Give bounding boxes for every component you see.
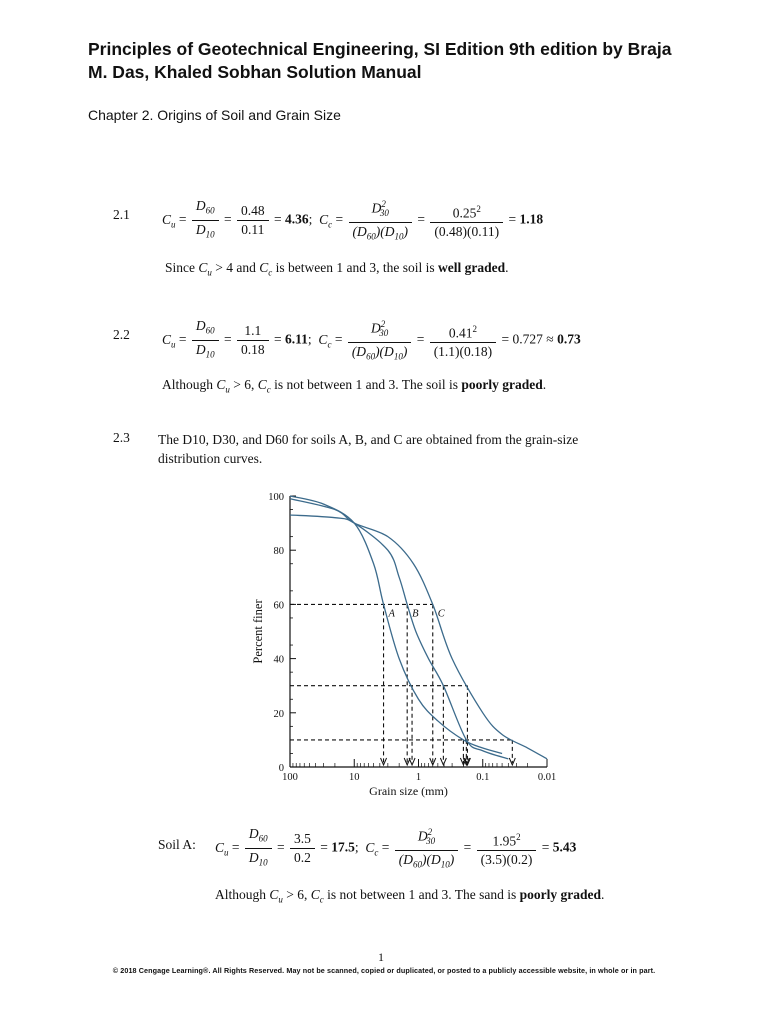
conclusion-soil-a: Although $C_u > 6$, $C_c$ is not between 1 and 3. The sand is poorly graded.	[215, 887, 605, 905]
x-axis-title: Grain size (mm)	[369, 784, 448, 798]
curve-label-a: A	[388, 608, 395, 620]
verdict-soil-a: poorly graded	[519, 887, 602, 902]
conclusion-soil-a-text-b: > 6,	[282, 887, 311, 902]
y-tick-label: 60	[273, 600, 284, 612]
y-axis-title: Percent finer	[251, 599, 265, 664]
document-title	[88, 38, 708, 84]
p21-cc: 1.18	[519, 211, 544, 227]
conclusion-2-2-text-a: Although	[162, 377, 217, 392]
title-line-2: M. Das, Khaled Sobhan Solution Manual	[88, 62, 422, 82]
verdict-2-1: well graded	[438, 260, 506, 275]
soil-a-label: Soil A:	[158, 837, 196, 852]
p22-d10: 0.18	[241, 341, 265, 357]
soil-a-d30: 1.95	[492, 833, 517, 849]
reference-lines	[290, 604, 515, 765]
soil-a-cu: 17.5	[331, 839, 355, 855]
conclusion-soil-a-end: .	[601, 887, 605, 902]
conclusion-2-2-end: .	[542, 377, 547, 392]
p21-cc-den: (0.48)(0.11)	[434, 224, 500, 240]
p21-cu: 4.36	[285, 211, 309, 227]
soil-a-d60: 3.5	[290, 831, 315, 849]
conclusion-soil-a-text-c: is not between 1 and 3. The sand is	[323, 887, 520, 902]
y-tick-label: 0	[278, 763, 284, 774]
p22-cc-den: (1.1)(0.18)	[433, 344, 493, 360]
page-number: 1	[378, 950, 384, 964]
verdict-2-2: poorly graded	[461, 377, 543, 392]
curve-label-c: C	[437, 608, 445, 620]
chart-labels	[251, 492, 556, 798]
x-tick-label: 10	[349, 772, 360, 783]
conclusion-2-1-end: .	[505, 260, 509, 275]
p22-d60: 1.1	[237, 323, 269, 341]
conclusion-2-1-text-c: is between 1 and 3, the soil is	[272, 260, 438, 275]
equation-soil-a: $C_u$ = $\frac{D_{60}}{D_{10}}$ = $\frac{3.5}{0.2}$ = 17.5; $C_c$ = $\frac{D^2_{30}}{(D_{60})(D_{10})}$ = $\frac{1.95^2}{(3.5)(0.2)}$ = 5.43	[215, 824, 576, 873]
equation-2-1: $C_u$ = $\frac{D_{60}}{D_{10}}$ = $\frac{0.48}{0.11}$ = 4.36; $C_c$ = $\frac{D^2_{30}}{(D_{60})(D_{10})}$ = $\frac{0.25^2}{(0.48)(0.11)}$ = 1.18	[162, 196, 543, 245]
x-tick-label: 1	[415, 772, 422, 783]
conclusion-2-2-text-c: is not between 1 and 3. The soil is	[270, 377, 462, 392]
curve-c	[290, 499, 547, 759]
p22-d30: 0.41	[448, 325, 473, 341]
y-tick-label: 40	[273, 654, 284, 666]
grain-size-chart	[240, 488, 570, 806]
conclusion-2-2: Although $C_u > 6$, $C_c$ is not between 1 and 3. The soil is poorly graded.	[162, 377, 547, 395]
conclusion-soil-a-text-a: Although	[215, 887, 270, 902]
p22-cc-approx: 0.727	[512, 331, 543, 347]
conclusion-2-1-text-b: > 4 and	[211, 260, 260, 275]
p21-d10: 0.11	[241, 221, 265, 237]
x-tick-label: 0.1	[476, 772, 490, 783]
y-tick-label: 100	[268, 492, 284, 503]
y-tick-label: 80	[273, 546, 284, 558]
curve-a	[290, 496, 502, 753]
soil-a-cc-den: (3.5)(0.2)	[480, 852, 533, 868]
conclusion-2-1: Since $C_u > 4$ and $C_c$ is between 1 and 3, the soil is well graded.	[165, 260, 509, 278]
title-line-1: Principles of Geotechnical Engineering, SI Edition 9th edition by Braja	[88, 39, 672, 59]
chapter-heading: Chapter 2. Origins of Soil and Grain Size	[88, 107, 341, 123]
conclusion-2-1-text-a: Since	[165, 260, 199, 275]
problem-2-3-line-2: distribution curves.	[158, 451, 263, 466]
conclusion-2-2-text-b: > 6,	[229, 377, 258, 392]
copyright-notice: © 2018 Cengage Learning®. All Rights Reserved. May not be scanned, copied or duplicated, or posted to a publicly accessible website, in whole or in part.	[112, 966, 656, 975]
p21-d30: 0.25	[452, 205, 477, 221]
curve-label-b: B	[412, 608, 419, 620]
p22-cc: 0.73	[557, 331, 581, 347]
x-tick-label: 0.01	[537, 772, 557, 783]
problem-number-2-2: 2.2	[113, 327, 130, 342]
chart-axes	[290, 496, 547, 767]
problem-2-3-line-1: The D10, D30, and D60 for soils A, B, and C are obtained from the grain-size	[158, 432, 579, 447]
curve-b	[290, 515, 508, 759]
soil-a-d10: 0.2	[294, 849, 311, 865]
p21-d60: 0.48	[237, 203, 269, 221]
problem-number-2-3: 2.3	[113, 430, 130, 445]
equation-2-2: $C_u$ = $\frac{D_{60}}{D_{10}}$ = $\frac{1.1}{0.18}$ = 6.11; $C_c$ = $\frac{D^2_{30}}{(D_{60})(D_{10})}$ = $\frac{0.41^2}{(1.1)(0.18)}$ = 0.727 ≈ 0.73	[162, 316, 581, 365]
x-tick-label: 100	[282, 772, 298, 783]
problem-2-3-text	[158, 430, 628, 468]
distribution-curves	[290, 496, 547, 759]
y-tick-label: 20	[273, 708, 284, 720]
problem-number-2-1: 2.1	[113, 207, 130, 222]
p22-cu: 6.11	[285, 331, 308, 347]
soil-a-cc: 5.43	[552, 839, 577, 855]
